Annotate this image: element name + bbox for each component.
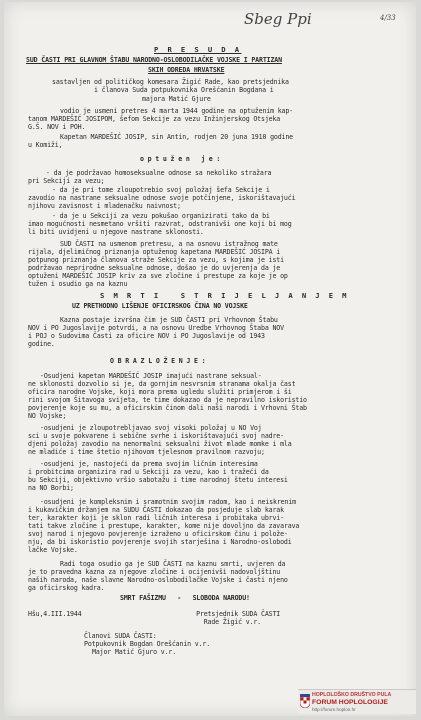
text-line: ter, karakter koji je sklon radi ličnih interesa i probitaka ubrvi-	[28, 514, 284, 522]
text-line: i probitcima organizira rad u Sekciji za vezu, kao i tražeći da	[28, 468, 269, 476]
text-line: sci u svoje pokvarene i sebične svrhe i iskorištavajući svoj nadre-	[28, 432, 284, 440]
text-line: G.Š. NOV i POH.	[28, 123, 86, 131]
text-line: potpunog priznanja članova straže Sekcije za vezu, s kojima je isti	[28, 256, 284, 264]
text-line: ne mladiće i time štetio njihovom tjelesnom pravilnom razvoju;	[28, 448, 265, 456]
closing-slogan: SMRT FAŠIZMU - SLOBODA NARODU!	[120, 594, 250, 602]
text-line: podržavao neprirodne seksualne odnose, došao je do uvjerenja da je	[28, 264, 281, 272]
text-line: rijala, djelimičnog priznanja optuženog kapetana MARDEŠIĆ JOSIPA i	[28, 248, 281, 256]
text-line: pri Sekciji za vezu;	[28, 177, 105, 185]
text-line: Kazna postaje izvršna čim je SUD ČASTI pri Vrhovnom Štabu	[60, 316, 278, 324]
text-line: i POJ o Sudovima Časti za oficire NOV i PO Jugoslavije od 1943	[28, 332, 265, 340]
members-heading: Članovi SUDA ČASTI:	[84, 632, 157, 640]
date-and-president: Hšu,4.III.1944 Pretsjednik SUDA ČASTI	[28, 610, 281, 618]
section-heading-optuzen: o p t u ž e n j e :	[140, 155, 221, 163]
text-line: tužen i osudio ga na kaznu	[28, 280, 128, 288]
text-line: vodio je usmeni pretres 4 marta 1944 godine na optuženim kap-	[60, 107, 294, 115]
text-line: ga oficirskog kadra.	[28, 584, 105, 592]
text-line: i kukavičkim držanjem na SUDU ČASTI dokazao da posjeduje slab karak	[28, 506, 284, 514]
text-line: - da je pri tome zloupotrebio svoj položaj šefa Sekcije i	[52, 186, 270, 194]
text-line: tanom MARDEŠIĆ JOSIPOM, šefom Sekcije za vezu Inžinjerskog Otsjeka	[28, 115, 281, 123]
handwritten-signature: Sbeg Ppi	[244, 10, 312, 28]
text-line: NO Vojske;	[28, 412, 67, 420]
text-line: rini svojom Šitavoga svijeta, te time dokazao da je nepravilno iskoristio	[28, 396, 307, 404]
court-header-line2: SKIH ODREDA HRVATSKE	[148, 66, 225, 74]
text-line: naših naroda, naše slavne Narodno-oslobodilačke Vojske i časti njeno	[28, 576, 288, 584]
text-line: optuženi MARDEŠIĆ JOSIP kriv za sve zločine i prestupe za koje je op	[28, 272, 288, 280]
text-line: Kapetan MARDEŠIĆ JOSIP, sin Antin, rodjen 20 juna 1910 godine	[60, 133, 294, 141]
court-header-line1: SUD ČASTI PRI GLAVNOM ŠTABU NARODNO-OSLOBODILAČKE VOJSKE I PARTIZAN	[26, 56, 282, 64]
text-line: NOV i PO Jugoslavije potvrdi, a na osnovu Uredbe Vrhovnog Štaba NOV	[28, 324, 284, 332]
text-line: tati takve zločine i prestupe, karakter, kome nije dovoljno da zavarava	[28, 522, 300, 530]
text-line: li biti uvidjeni u njegove nastrane sklonosti.	[28, 228, 204, 236]
text-line: SUD ČASTI na usmenom pretresu, a na osnovu istražnog mate	[60, 240, 278, 248]
text-line: -osudjeni je, nastojeći da prema svojim ličnim interesima	[40, 460, 258, 468]
title-presuda: P R E S U D A	[154, 45, 242, 54]
text-line: oficira narodne Vojske, koji mora prema ugledu služiti primjerom i ši	[28, 388, 292, 396]
text-line: godine.	[28, 340, 55, 348]
text-line: Radi toga osudio ga je SUD ČASTI na kaznu smrti, uvjeren da	[60, 560, 286, 568]
text-line: -osudjeni je zloupotrebljavao svoj visoki položaj u NO Voj	[40, 424, 262, 432]
text-line: u Komiži,	[28, 141, 63, 149]
watermark-url: http://forum.hoplon.hr	[312, 707, 356, 712]
croatian-shield-icon	[300, 694, 310, 708]
member-orescanin: Potpukovnik Bogdan Orešćanin v.r.	[84, 640, 211, 648]
text-line: djeni položaj zavodio na nenormalni seksualni život mlade momke i mla	[28, 440, 292, 448]
text-line: svoj narod i njegovo povjerenje izraženo u oficirskom činu i polože-	[28, 530, 288, 538]
text-line: - da je u Sekciji za vezu pokušao organizirati tako da bi	[52, 212, 270, 220]
verdict-heading: S M R T I S T R I J E L J A N J E M	[100, 291, 349, 300]
text-line: -Osudjeni kapetan MARDEŠIĆ JOSIP imajući nastrane seksual-	[40, 372, 262, 380]
text-line: bu Sekciji, objektivno vršio sabotažu i time narodnoj štetu interesi	[28, 476, 288, 484]
text-line: na NO Borbi;	[28, 484, 74, 492]
text-line: nju, da bi iskoristio povjerenje svojih starješina i Narodno-oslobodi	[28, 538, 292, 546]
text-line: -osudjeni je kompleksnim i sramotnim svojim radom, kao i neiskrenim	[40, 498, 296, 506]
text-line: i članova Suda potpukovnika Orešćanin Bogdana i	[94, 86, 274, 94]
text-line: lačke Vojske.	[28, 546, 78, 554]
member-matic: Major Matić Gjuro v.r.	[92, 648, 177, 656]
watermark-forum: FORUM HOPLOLOGIJE	[312, 699, 388, 706]
text-line: njihovu zavisnost i mladenačku naivnost;	[28, 202, 181, 210]
handwritten-number: 4/33	[380, 14, 396, 22]
forum-watermark	[298, 689, 416, 714]
watermark-society: HOPLOLOŠKO DRUŠTVO PULA	[312, 692, 392, 698]
verdict-subheading: UZ PRETHODNO LIŠENJE OFICIRSKOG ČINA NO VOJSKE	[72, 302, 248, 310]
text-line: imao mogućnosti nesmetano vršiti razvrat, odstranivši one koji bi mog	[28, 220, 292, 228]
president-name: Rade Žigić v.r.	[28, 618, 262, 626]
text-line: ne sklonosti dozvolio si je, da gornjim nesvrsnim stranama okalja čast	[28, 380, 296, 388]
section-heading-obrazlozenje: O B R A Z L O Ž E N J E :	[110, 357, 206, 365]
text-line: povjerenje koje su mu, a oficirskim činom dali naši narodi i Vrhovni Štab	[28, 404, 307, 412]
text-line: je to pravedna kazna za njegove zločine i ocijenivši nadovoljštinu	[28, 568, 281, 576]
text-line: majora Matić Gjure	[142, 95, 211, 103]
text-line: sastavljen od političkog komesara Žigić Rade, kao pretsjednika	[52, 78, 289, 86]
text-line: - da je podržavao homoseksualne odnose sa nekoliko stražara	[46, 169, 272, 177]
text-line: zavodio na nastrane seksualne odnose svoje potčinjene, iskorištavajući	[28, 194, 296, 202]
